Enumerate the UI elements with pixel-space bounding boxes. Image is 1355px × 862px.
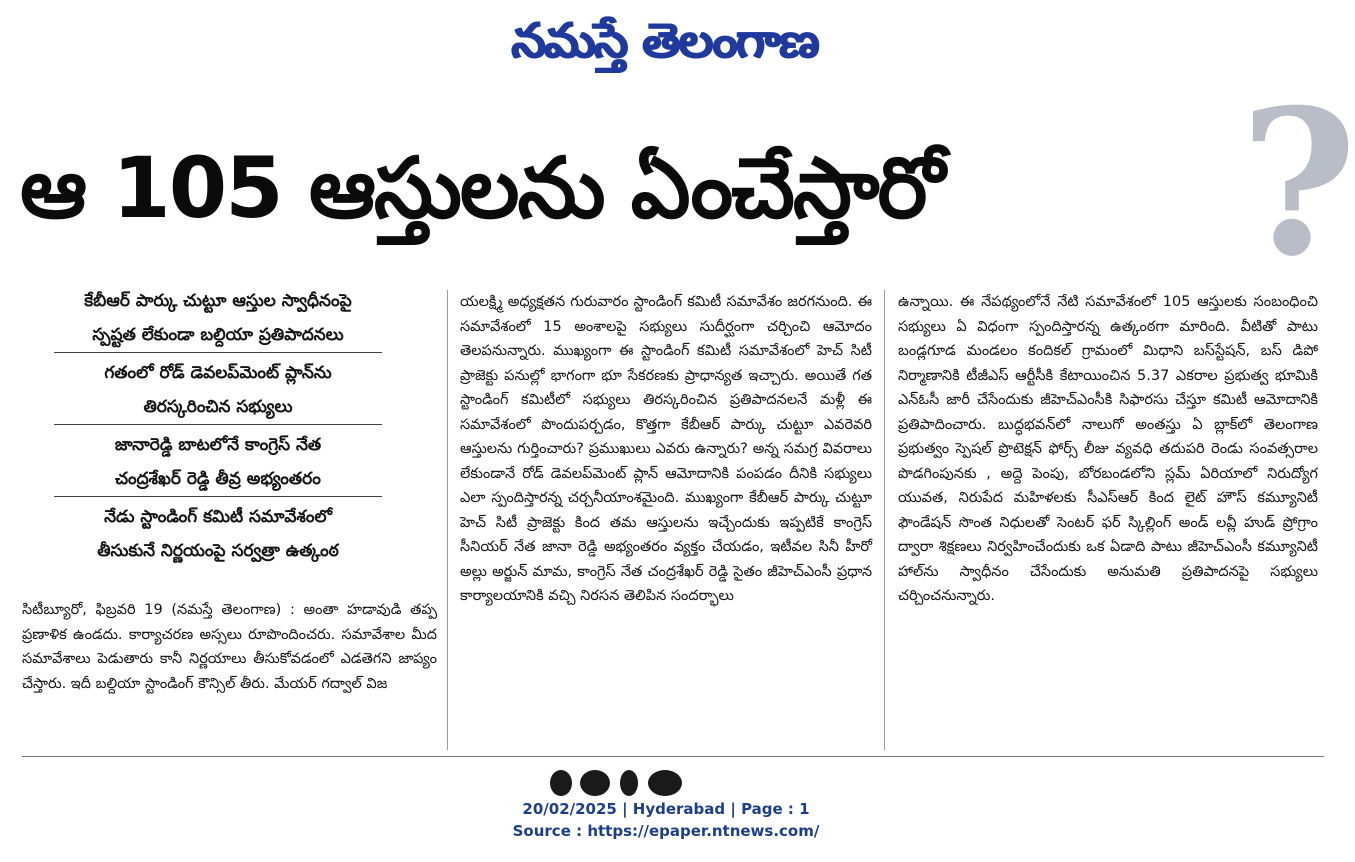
column-divider <box>884 290 885 750</box>
article-column-2: యలక్ష్మి అధ్యక్షతన గురువారం స్టాండింగ్ కమిటీ సమావేశం జరగనుంది. ఈ సమావేశంలో 15 అంశాలపై సభ్యులు సుదీర్ఘంగా చర్చించి ఆమోదం తెలపనున్నారు. ముఖ్యంగా ఈ స్టాండింగ్ కమిటీ సమావేశంలో హెచ్ సిటీ ప్రాజెక్టు పనుల్లో భాగంగా భూ సేకరణకు ప్రాధాన్యత ఇచ్చారు. అయితే గత స్టాండింగ్ కమిటీలో సభ్యులు తిరస్కరించిన ప్రతిపాదనలనే మళ్లీ ఈ సమావేశంలో పొందుపర్చడం, కొత్తగా కేబీఆర్ పార్కు చుట్టూ ఎవరెవరి ఆస్తులను గుర్తించారు? ప్రముఖులు ఎవరు ఉన్నారు? అన్న సమగ్ర వివరాలు లేకుండానే రోడ్ డెవలప్‌మెంట్ ప్లాన్ ఆమోదానికి పంపడం దీనికి సభ్యులు ఎలా స్పందిస్తారన్న చర్చనీయాంశమైంది. ముఖ్యంగా కేబీఆర్ పార్కు చుట్టూ హెచ్ సిటీ ప్రాజెక్టు కింద తమ ఆస్తులను ఇచ్చేందుకు ఇప్పటికే కాంగ్రెస్ సీనియర్ నేత జానా రెడ్డి అభ్యంతరం వ్యక్తం చేయడం, ఇటీవల సినీ హీరో అల్లు అర్జున్ మామ, కాంగ్రెస్ నేత చంద్రశేఖర్ రెడ్డి సైతం జీహెచ్ఎంసీ ప్రధాన కార్యాలయానికి వచ్చి నిరసన తెలిపిన సందర్భాలు <box>460 294 872 604</box>
deck-line: జానారెడ్డి బాటలోనే కాంగ్రెస్ నేత <box>114 435 322 455</box>
subheading-decks <box>48 284 388 568</box>
column-divider <box>447 290 448 750</box>
deck-line: స్పష్టత లేకుండా బల్దియా ప్రతిపాదనలు <box>92 325 344 345</box>
deck-line: తిరస్కరించిన సభ్యులు <box>143 397 293 417</box>
deck-line: చంద్రశేఖర్ రెడ్డి తీవ్ర అభ్యంతరం <box>115 469 321 489</box>
headline-text: ఆ 105 ఆస్తులను ఏంచేస్తారో <box>20 139 943 238</box>
deck-line: కేబీఆర్ పార్కు చుట్టూ ఆస్తుల స్వాధీనంపై <box>84 291 352 311</box>
next-article-cutoff <box>520 768 700 790</box>
article-column-3: ఉన్నాయి. ఈ నేపథ్యంలోనే నేటి సమావేశంలో 105 ఆస్తులకు సంబంధించి సభ్యులు ఏ విధంగా స్పందిస్తారన్న ఉత్కంఠగా మారింది. వీటితో పాటు బండ్లగూడ మండలం కందికల్ గ్రామంలో మిధాని బస్‌స్టేషన్, బస్ డిపో నిర్మాణానికి టీజీఎస్ ఆర్టీసీకి కేటాయించిన 5.37 ఎకరాల ప్రభుత్వ భూమికి ఎన్ఓసీ జారీ చేసేందుకు జీహెచ్ఎంసీకి సిఫారసు చేస్తూ కమిటీ ఆమోదానికి ప్రతిపాదించారు. బుద్ధభవన్‌లో నాలుగో అంతస్తు ఏ బ్లాక్‌లో తెలంగాణ ప్రభుత్వం స్పెషల్ ప్రొటెక్షన్ ఫోర్స్ లీజు వ్యవధి తదుపరి రెండు సంవత్సరాల పొడగింపునకు , అద్దె పెంపు, బోరబండలోని స్లమ్ ఏరియాలో నిరుద్యోగ యువత, నిరుపేద మహిళలకు సీఎస్ఆర్ కింద లైట్ హౌస్ కమ్యూనిటీ ఫౌండేషన్ సొంత నిధులతో సెంటర్ ఫర్ స్కిల్లింగ్ అండ్ లవ్లీ హుడ్ ప్రోగ్రాం ద్వారా శిక్షణలు నిర్వహించేందుకు ఒక ఏడాది పాటు జీహెచ్ఎంసీ కమ్యూనిటీ హాల్‌ను స్వాధీనం చేసేందుకు అనుమతి ప్రతిపాదనపై సభ్యులు చర్చించనున్నారు. <box>898 294 1318 604</box>
masthead-logo: నమస్తే తెలంగాణ <box>511 13 819 69</box>
deck-line: గతంలో రోడ్ డెవలప్‌మెంట్ ప్లాన్‌ను <box>104 363 332 383</box>
deck-line: తీసుకునే నిర్ణయంపై సర్వత్రా ఉత్కంఠ <box>97 541 339 561</box>
footer-source-link[interactable]: Source : https://epaper.ntnews.com/ <box>512 822 820 840</box>
question-mark-graphic: ? <box>1240 66 1355 301</box>
bottom-rule <box>22 756 1324 757</box>
deck-line: నేడు స్టాండింగ్ కమిటీ సమావేశంలో <box>104 507 332 527</box>
footer-date-location: 20/02/2025 | Hyderabad | Page : 1 <box>522 800 810 818</box>
article-column-1: సిటీబ్యూరో, ఫిబ్రవరి 19 (నమస్తే తెలంగాణ) : అంతా హడావుడి తప్ప ప్రణాళిక ఉండదు. కార్యాచరణ అస్సలు రూపొందించరు. సమావేశాల మీద సమావేశాలు పెడుతారు కానీ నిర్ణయాలు తీసుకోవడంలో ఎడతెగని జాప్యం చేస్తారు. ఇదీ బల్దియా స్టాండింగ్ కౌన్సిల్ తీరు. మేయర్ గద్వాల్ విజ <box>22 602 437 692</box>
